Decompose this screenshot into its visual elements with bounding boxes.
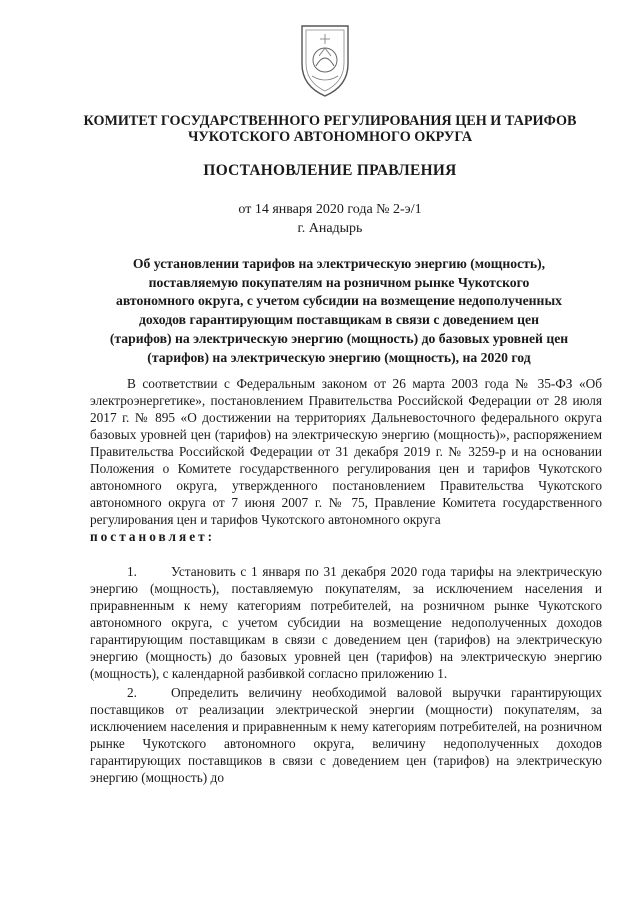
committee-name — [60, 113, 600, 145]
subject-line: автономного округа, с учетом субсидии на возмещение недополученных — [116, 293, 562, 309]
clause-item — [90, 684, 602, 786]
document-date-block — [60, 200, 600, 238]
clause-text: Определить величину необходимой валовой выручки гарантирующих поставщиков от реализации электрической энергии (мощности) покупателям, за исключением населения и приравненным к нему категориям потребителей, на розничном рынке Чукотского автономного округа, величину недополученных доходов гарантирующих поставщиков в связи с доведением цен (тарифов) на электрическую энергию (мощность) до — [90, 685, 602, 785]
committee-name-line2: ЧУКОТСКОГО АВТОНОМНОГО ОКРУГА — [187, 129, 473, 145]
subject-line: Об установлении тарифов на электрическую энергию (мощность), — [132, 256, 546, 271]
clause-number: 2. — [127, 685, 137, 700]
committee-name-line1: КОМИТЕТ ГОСУДАРСТВЕННОГО РЕГУЛИРОВАНИЯ ЦЕН И ТАРИФОВ — [83, 113, 577, 129]
clause-item — [90, 563, 602, 682]
coat-of-arms-icon — [296, 20, 354, 102]
subject-line: (тарифов) на электрическую энергию (мощность), на 2020 год — [147, 349, 531, 365]
decree-word: постановляет: — [90, 529, 216, 544]
document-kind: ПОСТАНОВЛЕНИЕ ПРАВЛЕНИЯ — [203, 162, 457, 179]
document-place: г. Анадырь — [297, 221, 363, 236]
clause-number: 1. — [127, 564, 137, 579]
subject-line: поставляемую покупателям на розничном рынке Чукотского — [148, 274, 530, 290]
document-body — [90, 375, 602, 788]
document-date-number: от 14 января 2020 года № 2-э/1 — [238, 202, 422, 217]
subject-line: доходов гарантирующим поставщикам в связи с доведением цен — [139, 312, 539, 328]
document-subject — [74, 255, 604, 367]
preamble-paragraph: В соответствии с Федеральным законом от 26 марта 2003 года № 35-ФЗ «Об электроэнергетике», постановлением Правительства Российской Федерации от 28 июля 2017 г. № 895 «О достижении на территориях Дальневосточного федерального округа базовых уровней цен (тарифов) на электрическую энергию (мощность)», распоряжением Правительства Российской Федерации от 31 декабря 2019 г. № 3259-р и на основании Положения о Комитете государственного регулирования цен и тарифов Чукотского автономного округа, утвержденного постановлением Правительства Чукотского автономного округа от 7 июня 2007 г. № 75, Правление Комитета государственного регулирования цен и тарифов Чукотского автономного округа — [90, 376, 602, 527]
subject-line: (тарифов) на электрическую энергию (мощность) до базовых уровней цен — [109, 330, 569, 346]
clause-text: Установить с 1 января по 31 декабря 2020 года тарифы на электрическую энергию (мощность), поставляемую покупателям, за исключением населения и приравненным к нему категориям потребителей, на розничном рынке Чукотского автономного округа, с учетом субсидии на возмещение недополученных доходов гарантирующим поставщикам в связи с доведением цен (тарифов) на электрическую энергию (мощность) до базовых уровней цен (тарифов) на электрическую энергию (мощность), с календарной разбивкой согласно приложению 1. — [90, 564, 602, 681]
